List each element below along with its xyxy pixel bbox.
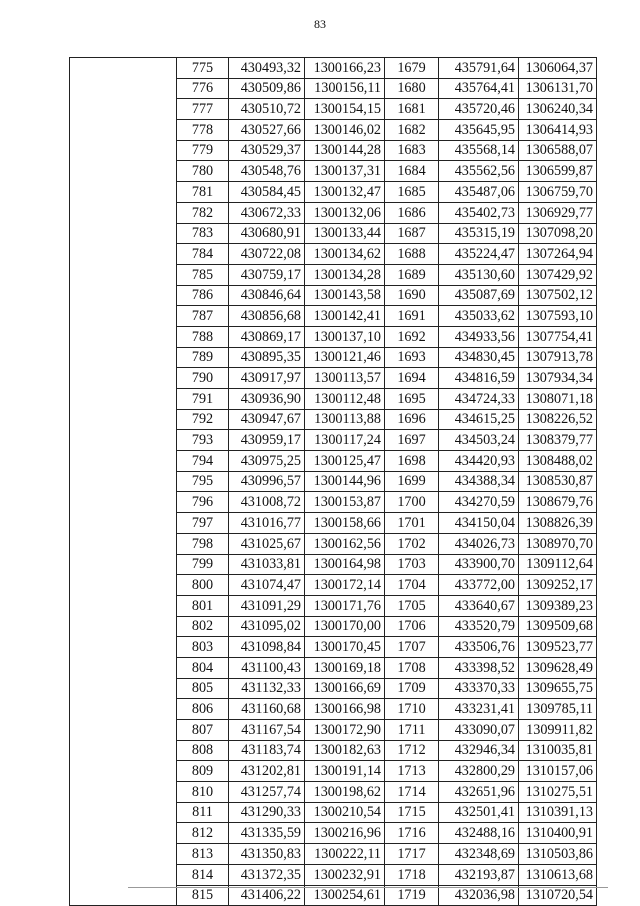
point-number-cell: 1711 [385,720,439,741]
y-coordinate-cell: 1308970,70 [519,533,597,554]
y-coordinate-cell: 1308379,77 [519,430,597,451]
point-number-cell: 792 [177,409,229,430]
x-coordinate-cell: 435764,41 [439,78,519,99]
point-number-cell: 812 [177,823,229,844]
x-coordinate-cell: 434615,25 [439,409,519,430]
y-coordinate-cell: 1306759,70 [519,182,597,203]
y-coordinate-cell: 1309389,23 [519,595,597,616]
point-number-cell: 1700 [385,492,439,513]
y-coordinate-cell: 1300162,56 [305,533,385,554]
x-coordinate-cell: 431183,74 [229,740,305,761]
y-coordinate-cell: 1310503,86 [519,844,597,865]
x-coordinate-cell: 433090,07 [439,720,519,741]
point-number-cell: 1694 [385,368,439,389]
y-coordinate-cell: 1306599,87 [519,161,597,182]
y-coordinate-cell: 1300172,14 [305,575,385,596]
point-number-cell: 800 [177,575,229,596]
x-coordinate-cell: 432488,16 [439,823,519,844]
point-number-cell: 815 [177,885,229,906]
point-number-cell: 813 [177,844,229,865]
x-coordinate-cell: 430509,86 [229,78,305,99]
y-coordinate-cell: 1306064,37 [519,58,597,79]
x-coordinate-cell: 432193,87 [439,864,519,885]
point-number-cell: 776 [177,78,229,99]
x-coordinate-cell: 430895,35 [229,347,305,368]
y-coordinate-cell: 1309628,49 [519,657,597,678]
y-coordinate-cell: 1308826,39 [519,513,597,534]
x-coordinate-cell: 435130,60 [439,264,519,285]
table-row [70,58,597,79]
y-coordinate-cell: 1300153,87 [305,492,385,513]
x-coordinate-cell: 430672,33 [229,202,305,223]
point-number-cell: 809 [177,761,229,782]
y-coordinate-cell: 1300113,57 [305,368,385,389]
y-coordinate-cell: 1300133,44 [305,223,385,244]
x-coordinate-cell: 431257,74 [229,782,305,803]
y-coordinate-cell: 1300254,61 [305,885,385,906]
x-coordinate-cell: 431372,35 [229,864,305,885]
point-number-cell: 1689 [385,264,439,285]
point-number-cell: 793 [177,430,229,451]
x-coordinate-cell: 431167,54 [229,720,305,741]
point-number-cell: 1717 [385,844,439,865]
y-coordinate-cell: 1310400,91 [519,823,597,844]
y-coordinate-cell: 1307913,78 [519,347,597,368]
y-coordinate-cell: 1300232,91 [305,864,385,885]
y-coordinate-cell: 1300166,23 [305,58,385,79]
y-coordinate-cell: 1308071,18 [519,389,597,410]
point-number-cell: 1685 [385,182,439,203]
y-coordinate-cell: 1300210,54 [305,802,385,823]
y-coordinate-cell: 1300216,96 [305,823,385,844]
x-coordinate-cell: 433398,52 [439,657,519,678]
x-coordinate-cell: 431091,29 [229,595,305,616]
x-coordinate-cell: 430527,66 [229,120,305,141]
x-coordinate-cell: 433370,33 [439,678,519,699]
point-number-cell: 791 [177,389,229,410]
y-coordinate-cell: 1307754,41 [519,326,597,347]
x-coordinate-cell: 431406,22 [229,885,305,906]
y-coordinate-cell: 1300125,47 [305,451,385,472]
x-coordinate-cell: 434420,93 [439,451,519,472]
point-number-cell: 1681 [385,99,439,120]
x-coordinate-cell: 431350,83 [229,844,305,865]
x-coordinate-cell: 433640,67 [439,595,519,616]
x-coordinate-cell: 435487,06 [439,182,519,203]
y-coordinate-cell: 1300198,62 [305,782,385,803]
y-coordinate-cell: 1300137,31 [305,161,385,182]
y-coordinate-cell: 1306929,77 [519,202,597,223]
x-coordinate-cell: 430947,67 [229,409,305,430]
y-coordinate-cell: 1309785,11 [519,699,597,720]
y-coordinate-cell: 1307264,94 [519,244,597,265]
point-number-cell: 777 [177,99,229,120]
point-number-cell: 1709 [385,678,439,699]
y-coordinate-cell: 1308530,87 [519,471,597,492]
point-number-cell: 1706 [385,616,439,637]
point-number-cell: 802 [177,616,229,637]
point-number-cell: 1697 [385,430,439,451]
point-number-cell: 1718 [385,864,439,885]
y-coordinate-cell: 1306240,34 [519,99,597,120]
y-coordinate-cell: 1310720,54 [519,885,597,906]
y-coordinate-cell: 1300171,76 [305,595,385,616]
y-coordinate-cell: 1300132,47 [305,182,385,203]
y-coordinate-cell: 1300166,69 [305,678,385,699]
y-coordinate-cell: 1306588,07 [519,140,597,161]
y-coordinate-cell: 1300142,41 [305,306,385,327]
x-coordinate-cell: 433900,70 [439,554,519,575]
x-coordinate-cell: 431025,67 [229,533,305,554]
point-number-cell: 789 [177,347,229,368]
y-coordinate-cell: 1300112,48 [305,389,385,410]
y-coordinate-cell: 1307934,34 [519,368,597,389]
x-coordinate-cell: 430759,17 [229,264,305,285]
point-number-cell: 1707 [385,637,439,658]
point-number-cell: 1710 [385,699,439,720]
x-coordinate-cell: 431290,33 [229,802,305,823]
y-coordinate-cell: 1300144,28 [305,140,385,161]
point-number-cell: 1683 [385,140,439,161]
x-coordinate-cell: 431202,81 [229,761,305,782]
point-number-cell: 782 [177,202,229,223]
x-coordinate-cell: 430722,08 [229,244,305,265]
y-coordinate-cell: 1300137,10 [305,326,385,347]
point-number-cell: 1691 [385,306,439,327]
x-coordinate-cell: 430680,91 [229,223,305,244]
point-number-cell: 794 [177,451,229,472]
x-coordinate-cell: 433506,76 [439,637,519,658]
x-coordinate-cell: 431100,43 [229,657,305,678]
x-coordinate-cell: 430936,90 [229,389,305,410]
point-number-cell: 778 [177,120,229,141]
y-coordinate-cell: 1300170,00 [305,616,385,637]
point-number-cell: 785 [177,264,229,285]
y-coordinate-cell: 1300182,63 [305,740,385,761]
y-coordinate-cell: 1300134,28 [305,264,385,285]
point-number-cell: 779 [177,140,229,161]
x-coordinate-cell: 435087,69 [439,285,519,306]
coordinates-table [69,57,597,906]
y-coordinate-cell: 1300158,66 [305,513,385,534]
point-number-cell: 787 [177,306,229,327]
point-number-cell: 804 [177,657,229,678]
point-number-cell: 811 [177,802,229,823]
x-coordinate-cell: 430548,76 [229,161,305,182]
x-coordinate-cell: 434503,24 [439,430,519,451]
x-coordinate-cell: 431098,84 [229,637,305,658]
x-coordinate-cell: 433520,79 [439,616,519,637]
x-coordinate-cell: 435224,47 [439,244,519,265]
point-number-cell: 808 [177,740,229,761]
y-coordinate-cell: 1300143,58 [305,285,385,306]
x-coordinate-cell: 430846,64 [229,285,305,306]
x-coordinate-cell: 431074,47 [229,575,305,596]
x-coordinate-cell: 430856,68 [229,306,305,327]
x-coordinate-cell: 430917,97 [229,368,305,389]
point-number-cell: 1679 [385,58,439,79]
y-coordinate-cell: 1300146,02 [305,120,385,141]
x-coordinate-cell: 433231,41 [439,699,519,720]
y-coordinate-cell: 1300222,11 [305,844,385,865]
x-coordinate-cell: 432036,98 [439,885,519,906]
y-coordinate-cell: 1306131,70 [519,78,597,99]
x-coordinate-cell: 430529,37 [229,140,305,161]
point-number-cell: 784 [177,244,229,265]
x-coordinate-cell: 432651,96 [439,782,519,803]
y-coordinate-cell: 1300156,11 [305,78,385,99]
point-number-cell: 814 [177,864,229,885]
point-number-cell: 799 [177,554,229,575]
x-coordinate-cell: 430510,72 [229,99,305,120]
y-coordinate-cell: 1300134,62 [305,244,385,265]
point-number-cell: 807 [177,720,229,741]
y-coordinate-cell: 1300113,88 [305,409,385,430]
x-coordinate-cell: 431016,77 [229,513,305,534]
x-coordinate-cell: 432946,34 [439,740,519,761]
y-coordinate-cell: 1310613,68 [519,864,597,885]
x-coordinate-cell: 432800,29 [439,761,519,782]
point-number-cell: 1713 [385,761,439,782]
x-coordinate-cell: 430584,45 [229,182,305,203]
x-coordinate-cell: 431132,33 [229,678,305,699]
point-number-cell: 1702 [385,533,439,554]
point-number-cell: 783 [177,223,229,244]
point-number-cell: 775 [177,58,229,79]
x-coordinate-cell: 434933,56 [439,326,519,347]
point-number-cell: 801 [177,595,229,616]
y-coordinate-cell: 1300172,90 [305,720,385,741]
y-coordinate-cell: 1309911,82 [519,720,597,741]
point-number-cell: 1692 [385,326,439,347]
point-number-cell: 780 [177,161,229,182]
x-coordinate-cell: 434270,59 [439,492,519,513]
x-coordinate-cell: 430996,57 [229,471,305,492]
point-number-cell: 1680 [385,78,439,99]
point-number-cell: 1705 [385,595,439,616]
x-coordinate-cell: 434388,34 [439,471,519,492]
y-coordinate-cell: 1309112,64 [519,554,597,575]
x-coordinate-cell: 431160,68 [229,699,305,720]
point-number-cell: 795 [177,471,229,492]
y-coordinate-cell: 1308679,76 [519,492,597,513]
y-coordinate-cell: 1300121,46 [305,347,385,368]
point-number-cell: 810 [177,782,229,803]
y-coordinate-cell: 1310157,06 [519,761,597,782]
y-coordinate-cell: 1307429,92 [519,264,597,285]
point-number-cell: 1696 [385,409,439,430]
y-coordinate-cell: 1307098,20 [519,223,597,244]
point-number-cell: 1708 [385,657,439,678]
x-coordinate-cell: 435315,19 [439,223,519,244]
point-number-cell: 1715 [385,802,439,823]
point-number-cell: 786 [177,285,229,306]
x-coordinate-cell: 434816,59 [439,368,519,389]
point-number-cell: 798 [177,533,229,554]
y-coordinate-cell: 1308226,52 [519,409,597,430]
y-coordinate-cell: 1307593,10 [519,306,597,327]
x-coordinate-cell: 431008,72 [229,492,305,513]
point-number-cell: 796 [177,492,229,513]
y-coordinate-cell: 1310275,51 [519,782,597,803]
x-coordinate-cell: 435791,64 [439,58,519,79]
point-number-cell: 1701 [385,513,439,534]
x-coordinate-cell: 430959,17 [229,430,305,451]
point-number-cell: 1719 [385,885,439,906]
y-coordinate-cell: 1310035,81 [519,740,597,761]
point-number-cell: 790 [177,368,229,389]
y-coordinate-cell: 1300166,98 [305,699,385,720]
point-number-cell: 1714 [385,782,439,803]
point-number-cell: 805 [177,678,229,699]
y-coordinate-cell: 1306414,93 [519,120,597,141]
x-coordinate-cell: 430869,17 [229,326,305,347]
point-number-cell: 1686 [385,202,439,223]
point-number-cell: 1687 [385,223,439,244]
x-coordinate-cell: 432501,41 [439,802,519,823]
y-coordinate-cell: 1309655,75 [519,678,597,699]
x-coordinate-cell: 430493,32 [229,58,305,79]
x-coordinate-cell: 433772,00 [439,575,519,596]
y-coordinate-cell: 1300169,18 [305,657,385,678]
y-coordinate-cell: 1309509,68 [519,616,597,637]
page-bottom-rule [128,887,608,888]
x-coordinate-cell: 434830,45 [439,347,519,368]
point-number-cell: 1693 [385,347,439,368]
point-number-cell: 1688 [385,244,439,265]
x-coordinate-cell: 431335,59 [229,823,305,844]
point-number-cell: 1684 [385,161,439,182]
x-coordinate-cell: 435720,46 [439,99,519,120]
point-number-cell: 1695 [385,389,439,410]
x-coordinate-cell: 434724,33 [439,389,519,410]
point-number-cell: 1698 [385,451,439,472]
x-coordinate-cell: 431095,02 [229,616,305,637]
point-number-cell: 781 [177,182,229,203]
point-number-cell: 806 [177,699,229,720]
blank-merged-cell [70,58,177,906]
point-number-cell: 1703 [385,554,439,575]
point-number-cell: 797 [177,513,229,534]
page-number: 83 [314,17,326,31]
x-coordinate-cell: 432348,69 [439,844,519,865]
x-coordinate-cell: 430975,25 [229,451,305,472]
y-coordinate-cell: 1309252,17 [519,575,597,596]
y-coordinate-cell: 1310391,13 [519,802,597,823]
x-coordinate-cell: 431033,81 [229,554,305,575]
point-number-cell: 803 [177,637,229,658]
y-coordinate-cell: 1307502,12 [519,285,597,306]
y-coordinate-cell: 1309523,77 [519,637,597,658]
x-coordinate-cell: 435562,56 [439,161,519,182]
point-number-cell: 1712 [385,740,439,761]
y-coordinate-cell: 1300117,24 [305,430,385,451]
point-number-cell: 1682 [385,120,439,141]
y-coordinate-cell: 1300154,15 [305,99,385,120]
point-number-cell: 788 [177,326,229,347]
y-coordinate-cell: 1300132,06 [305,202,385,223]
x-coordinate-cell: 434026,73 [439,533,519,554]
y-coordinate-cell: 1300170,45 [305,637,385,658]
y-coordinate-cell: 1300191,14 [305,761,385,782]
y-coordinate-cell: 1300144,96 [305,471,385,492]
point-number-cell: 1716 [385,823,439,844]
x-coordinate-cell: 435568,14 [439,140,519,161]
x-coordinate-cell: 435402,73 [439,202,519,223]
y-coordinate-cell: 1308488,02 [519,451,597,472]
x-coordinate-cell: 435645,95 [439,120,519,141]
point-number-cell: 1690 [385,285,439,306]
x-coordinate-cell: 434150,04 [439,513,519,534]
y-coordinate-cell: 1300164,98 [305,554,385,575]
point-number-cell: 1704 [385,575,439,596]
x-coordinate-cell: 435033,62 [439,306,519,327]
point-number-cell: 1699 [385,471,439,492]
